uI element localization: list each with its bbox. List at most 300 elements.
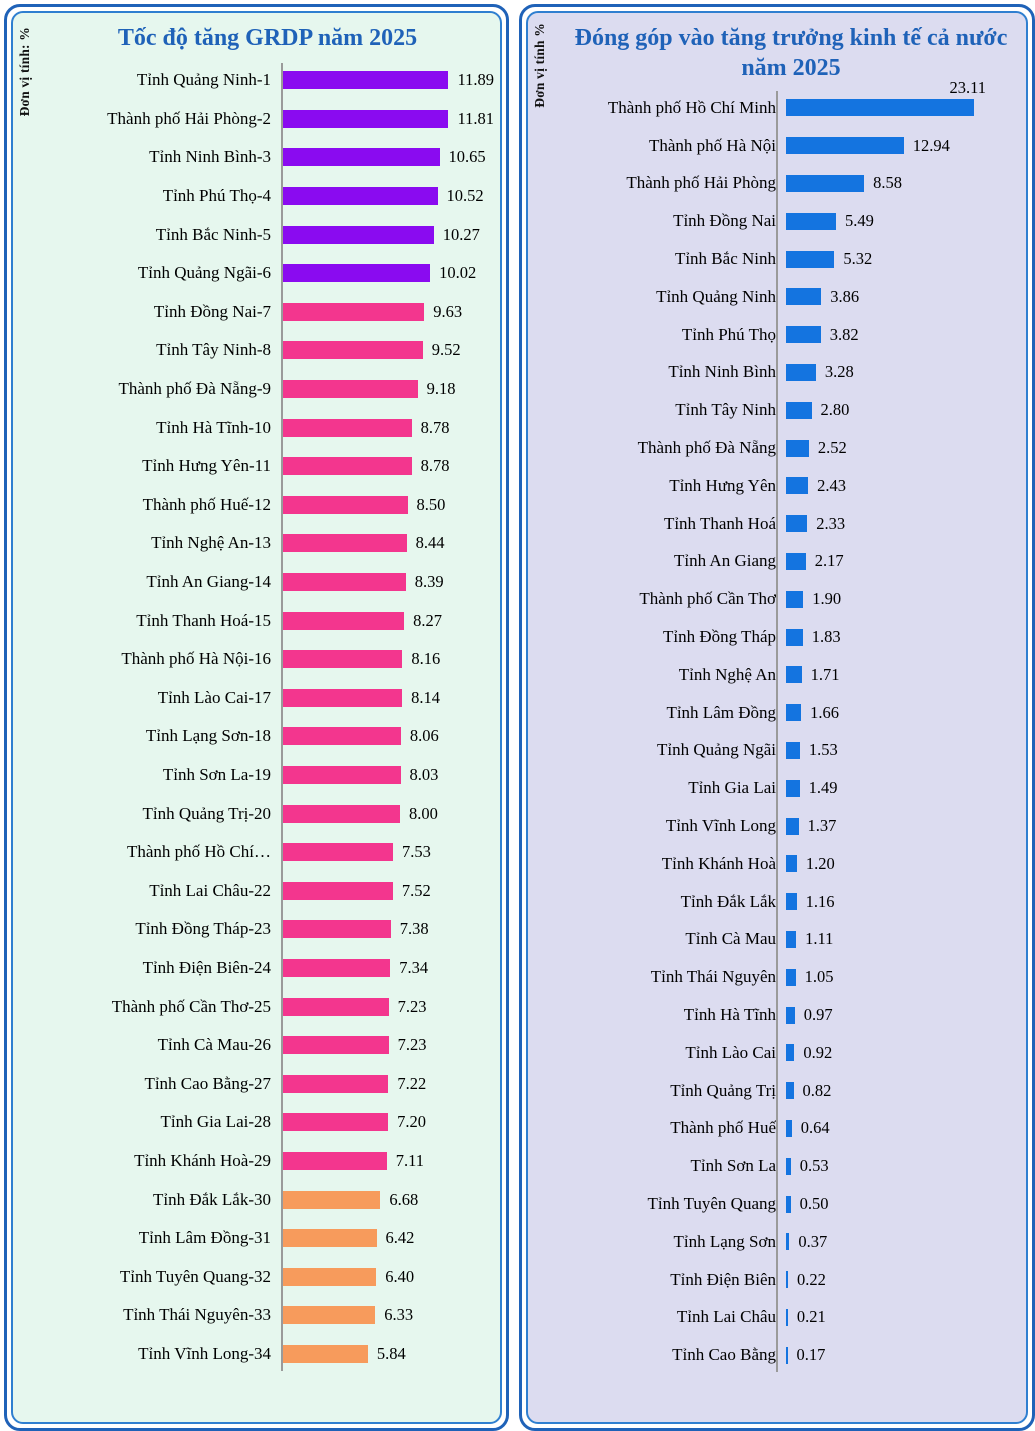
bar-category-label: Tỉnh Đồng Nai-7 (153, 301, 271, 321)
bar-category-label: Thành phố Hồ Chí… (126, 842, 271, 862)
bar-value-label: 0.82 (802, 1080, 832, 1100)
bar-wrapper (786, 1043, 1020, 1063)
chart-bar-row (562, 769, 1020, 807)
bar-category-label: Tỉnh Lai Châu-22 (149, 880, 271, 900)
bar-category-label: Thành phố Đà Nẵng-9 (118, 379, 271, 399)
bar-category-label: Tỉnh Hưng Yên (669, 475, 776, 495)
bar-wrapper (281, 225, 494, 245)
bar-value-label: 12.94 (912, 135, 950, 155)
bar-category-label: Tỉnh Quảng Ngãi-6 (137, 263, 271, 283)
bar-wrapper (786, 967, 1020, 987)
chart-bar-row (43, 408, 494, 447)
bar-category-label: Tỉnh Quảng Ninh (656, 286, 776, 306)
chart-bar-row (562, 1072, 1020, 1110)
bar (281, 226, 434, 244)
bar (786, 402, 812, 419)
bar (281, 1191, 380, 1209)
bar-value-label: 6.33 (384, 1305, 414, 1325)
bar (281, 1306, 375, 1324)
bar (281, 264, 430, 282)
bar-wrapper (786, 854, 1020, 874)
bar (281, 882, 393, 900)
chart-bar-row (562, 618, 1020, 656)
bar-wrapper (786, 740, 1020, 760)
bar (786, 855, 797, 872)
bar-wrapper (786, 136, 1020, 156)
bar-category-label: Tỉnh Ninh Bình (668, 362, 776, 382)
bar-category-label: Tỉnh Cà Mau (685, 929, 776, 949)
bar (281, 110, 448, 128)
bar (786, 969, 796, 986)
bar-wrapper (281, 263, 494, 283)
bar-category-label: Tỉnh Đồng Tháp-23 (135, 919, 271, 939)
bar-value-label: 1.05 (804, 967, 834, 987)
bar-category-label: Tỉnh Bắc Ninh-5 (155, 224, 271, 244)
chart-bar-row (43, 254, 494, 293)
bar-category-label: Tỉnh Cao Bằng-27 (144, 1073, 271, 1093)
chart-bar-row (43, 1296, 494, 1335)
bar-category-label: Tỉnh Điện Biên-24 (142, 957, 271, 977)
bar-wrapper (786, 1081, 1020, 1101)
left-chart-title: Tốc độ tăng GRDP năm 2025 (117, 25, 418, 51)
chart-bar-row (562, 1034, 1020, 1072)
chart-bar-row (562, 1185, 1020, 1223)
bar-wrapper (786, 627, 1020, 647)
chart-bar-row (43, 177, 494, 216)
chart-bar-row (562, 467, 1020, 505)
bar-value-label: 1.37 (807, 816, 837, 836)
chart-bar-row (43, 601, 494, 640)
bar-wrapper (281, 1112, 494, 1132)
bar-wrapper (281, 147, 494, 167)
bar-category-label: Tỉnh Gia Lai-28 (160, 1112, 271, 1132)
bar-category-label: Tỉnh Lạng Sơn (673, 1231, 776, 1251)
bar-wrapper (281, 418, 494, 438)
bar-wrapper (281, 726, 494, 746)
bar (281, 1113, 388, 1131)
bar (281, 419, 412, 437)
bar-value-label: 5.32 (843, 249, 873, 269)
bar (281, 1075, 388, 1093)
bar (281, 1036, 389, 1054)
bar-wrapper (281, 456, 494, 476)
chart-bar-row (562, 278, 1020, 316)
bar-category-label: Tỉnh Quảng Ninh-1 (136, 70, 271, 90)
bar (786, 893, 797, 910)
bar (281, 573, 406, 591)
bar-wrapper (281, 1267, 494, 1287)
bar-value-label: 0.37 (798, 1231, 828, 1251)
chart-bar-row (43, 138, 494, 177)
bar-value-label: 10.02 (439, 263, 477, 283)
chart-bar-row (43, 640, 494, 679)
chart-bar-row (562, 921, 1020, 959)
bar (281, 612, 404, 630)
bar-wrapper (786, 173, 1020, 193)
bar (281, 148, 440, 166)
bar-category-label: Tỉnh Nghệ An (678, 664, 776, 684)
bar-wrapper (281, 340, 494, 360)
bar-value-label: 2.43 (817, 475, 846, 495)
bar (786, 137, 904, 154)
bar-category-label: Thành phố Cần Thơ-25 (111, 996, 271, 1016)
bar-value-label: 1.71 (810, 664, 840, 684)
bar-value-label: 2.17 (814, 551, 844, 571)
bar-value-label: 7.11 (395, 1150, 425, 1170)
bar-value-label: 5.49 (845, 211, 874, 231)
bar-value-label: 11.81 (457, 108, 494, 128)
bar-category-label: Tỉnh Điện Biên (670, 1269, 776, 1289)
bar-wrapper (786, 249, 1020, 269)
bar-value-label: 0.64 (800, 1118, 830, 1138)
bar-wrapper (786, 514, 1020, 534)
bar-category-label: Tỉnh Thái Nguyên (650, 967, 776, 987)
bar-category-label: Tỉnh Quảng Trị (670, 1080, 776, 1100)
bar-category-label: Tỉnh Đồng Tháp (662, 627, 776, 647)
bar (786, 591, 803, 608)
bar (281, 341, 423, 359)
bar (281, 71, 448, 89)
chart-bar-row (562, 807, 1020, 845)
bar-value-label: 1.53 (808, 740, 838, 760)
contribution-chart-panel (519, 4, 1035, 1431)
bar-category-label: Tỉnh Thái Nguyên-33 (123, 1305, 271, 1325)
bar (786, 288, 821, 305)
bar (281, 187, 438, 205)
bar-value-label: 1.49 (808, 778, 838, 798)
chart-bar-row (43, 1219, 494, 1258)
bar-category-label: Thành phố Đà Nẵng (637, 438, 776, 458)
bar (281, 1229, 377, 1247)
chart-bar-row (43, 331, 494, 370)
bar (786, 99, 974, 116)
bar-value-label: 1.66 (810, 702, 839, 722)
bar-wrapper (281, 688, 494, 708)
bar-wrapper (786, 1156, 1020, 1176)
bar-value-label: 9.63 (433, 301, 463, 321)
chart-bar-row (562, 732, 1020, 770)
chart-bar-row (43, 833, 494, 872)
bar (281, 534, 407, 552)
bar (786, 440, 809, 457)
chart-bar-row (562, 883, 1020, 921)
bar-value-label: 0.97 (803, 1005, 833, 1025)
bar-wrapper (786, 362, 1020, 382)
bar-value-label: 7.22 (397, 1073, 427, 1093)
chart-bar-row (562, 694, 1020, 732)
bar-wrapper (786, 778, 1020, 798)
chart-bar-row (43, 871, 494, 910)
bar-value-label: 8.78 (420, 456, 450, 476)
chart-bar-row (43, 1064, 494, 1103)
bar-wrapper (786, 1307, 1020, 1327)
bar (281, 1152, 387, 1170)
chart-bar-row (43, 910, 494, 949)
bar (786, 629, 803, 646)
bar-wrapper (786, 816, 1020, 836)
bar (281, 457, 412, 475)
grdp-growth-chart-inner (11, 11, 502, 1424)
bar-category-label: Tỉnh Lâm Đồng (666, 702, 776, 722)
bar-value-label: 0.17 (796, 1345, 826, 1365)
bar-wrapper (786, 1232, 1020, 1252)
bar-wrapper (786, 892, 1020, 912)
bar-wrapper (281, 1228, 494, 1248)
bar-value-label: 3.82 (829, 324, 859, 344)
bar-category-label: Thành phố Hà Nội-16 (121, 649, 271, 669)
bar-category-label: Thành phố Huế-12 (142, 494, 271, 514)
chart-bar-row (562, 202, 1020, 240)
bar-category-label: Tỉnh Lạng Sơn-18 (145, 726, 271, 746)
bar-value-label: 6.68 (389, 1189, 419, 1209)
bar-wrapper (786, 77, 1020, 118)
chart-bar-row (562, 316, 1020, 354)
left-unit-label: Đơn vị tính: % (17, 27, 32, 117)
bar-value-label: 1.16 (805, 891, 835, 911)
bar-value-label: 7.52 (401, 880, 431, 900)
bar-wrapper (281, 881, 494, 901)
bar-wrapper (786, 1345, 1020, 1365)
bar-wrapper (281, 533, 494, 553)
bar (786, 931, 796, 948)
bar-wrapper (281, 1190, 494, 1210)
bar-value-label: 8.14 (411, 687, 440, 707)
bar (786, 666, 802, 683)
bar (281, 1345, 368, 1363)
bar-value-label: 2.80 (820, 400, 850, 420)
bar-category-label: Thành phố Hải Phòng-2 (107, 108, 271, 128)
bar (786, 213, 836, 230)
bar (786, 1007, 795, 1024)
bar-category-label: Tỉnh Hà Tĩnh (683, 1005, 776, 1025)
bar-value-label: 9.18 (426, 379, 456, 399)
bar-category-label: Tỉnh An Giang-14 (146, 572, 271, 592)
bar (281, 766, 401, 784)
bar-category-label: Tỉnh Đồng Nai (673, 211, 776, 231)
bar (281, 496, 408, 514)
left-axis-line (281, 63, 283, 1371)
bar-category-label: Tỉnh Lào Cai (685, 1042, 776, 1062)
chart-bar-row (562, 240, 1020, 278)
bar-value-label: 1.11 (805, 929, 834, 949)
chart-bar-row (562, 127, 1020, 165)
bar (281, 959, 390, 977)
bar-category-label: Tỉnh Đắk Lắk-30 (152, 1189, 271, 1209)
bar (786, 780, 800, 797)
chart-bar-row (562, 505, 1020, 543)
bar-value-label: 0.21 (796, 1307, 826, 1327)
bar-category-label: Tỉnh Lào Cai-17 (157, 687, 271, 707)
bar-wrapper (281, 919, 494, 939)
chart-bar-row (43, 563, 494, 602)
chart-bar-row (562, 1261, 1020, 1299)
bar-value-label: 5.84 (376, 1343, 406, 1363)
chart-bar-row (562, 429, 1020, 467)
left-chart-rows (13, 61, 500, 1373)
bar-wrapper (281, 842, 494, 862)
bar-wrapper (281, 572, 494, 592)
bar-wrapper (281, 1035, 494, 1055)
bar-wrapper (786, 438, 1020, 458)
bar-value-label: 0.22 (797, 1269, 826, 1289)
chart-bar-row (562, 391, 1020, 429)
bar-value-label: 7.23 (397, 996, 427, 1016)
bar-category-label: Tỉnh Cà Mau-26 (157, 1035, 271, 1055)
bar-value-label: 23.11 (949, 77, 986, 97)
chart-bar-row (43, 1180, 494, 1219)
bar-category-label: Tỉnh Lai Châu (676, 1307, 776, 1327)
bar-wrapper (786, 703, 1020, 723)
bar (786, 704, 801, 721)
bar-wrapper (281, 804, 494, 824)
bar-value-label: 7.38 (399, 919, 429, 939)
bar-category-label: Tỉnh Tuyên Quang (647, 1194, 776, 1213)
bar-wrapper (786, 325, 1020, 345)
bar-category-label: Tỉnh Sơn La-19 (162, 764, 271, 784)
bar (786, 364, 816, 381)
bar-wrapper (281, 109, 494, 129)
bar-wrapper (786, 1194, 1020, 1214)
chart-bar-row (43, 794, 494, 833)
bar-wrapper (786, 1118, 1020, 1138)
bar (281, 727, 401, 745)
chart-bar-row (43, 215, 494, 254)
right-chart-title: Đóng góp vào tăng trưởng kinh tế cả nước năm 2025 (574, 25, 1008, 81)
bar-category-label: Tỉnh Quảng Ngãi (657, 740, 776, 760)
chart-bar-row (43, 524, 494, 563)
bar (786, 326, 821, 343)
bar-wrapper (281, 765, 494, 785)
right-axis-line (776, 91, 778, 1372)
bar-wrapper (281, 495, 494, 515)
bar-category-label: Thành phố Hồ Chí Minh (607, 97, 776, 117)
chart-bar-row (562, 1299, 1020, 1337)
bar-category-label: Tỉnh Khánh Hoà (661, 853, 776, 873)
bar-wrapper (281, 958, 494, 978)
bar-value-label: 1.20 (805, 853, 835, 873)
bar-wrapper (786, 1270, 1020, 1290)
bar-category-label: Tỉnh Ninh Bình-3 (149, 147, 271, 167)
bar-value-label: 6.42 (385, 1228, 415, 1248)
bar-value-label: 7.34 (399, 957, 429, 977)
bar-category-label: Tỉnh Tây Ninh-8 (156, 340, 271, 360)
chart-bar-row (562, 354, 1020, 392)
bar-value-label: 10.52 (446, 186, 484, 206)
contribution-chart-inner (526, 11, 1028, 1424)
bar (281, 843, 393, 861)
chart-bar-row (43, 987, 494, 1026)
bar-category-label: Tỉnh Phú Thọ (681, 324, 776, 344)
bar-value-label: 11.89 (457, 70, 494, 90)
chart-bar-row (43, 370, 494, 409)
bar-wrapper (786, 476, 1020, 496)
bar-value-label: 8.44 (415, 533, 445, 553)
chart-bar-row (43, 717, 494, 756)
bar-value-label: 0.50 (799, 1194, 829, 1213)
bar-wrapper (281, 1344, 494, 1364)
right-unit-label: Đơn vị tính % (532, 23, 547, 108)
bar-wrapper (281, 649, 494, 669)
bar (281, 380, 418, 398)
grdp-growth-chart-panel (4, 4, 509, 1431)
chart-bar-row (43, 1257, 494, 1296)
bar-value-label: 8.58 (873, 173, 902, 193)
bar-category-label: Tỉnh Nghệ An-13 (151, 533, 271, 553)
bar-wrapper (786, 287, 1020, 307)
bar (281, 998, 389, 1016)
bar-category-label: Tỉnh Khánh Hoà-29 (134, 1150, 271, 1170)
bar-category-label: Tỉnh Vĩnh Long-34 (138, 1343, 271, 1363)
bar (786, 818, 799, 835)
chart-bar-row (562, 1110, 1020, 1148)
bar (281, 650, 402, 668)
bar-value-label: 8.06 (409, 726, 439, 746)
chart-bar-row (43, 447, 494, 486)
bar-value-label: 8.50 (416, 494, 446, 514)
bar-wrapper (281, 997, 494, 1017)
bar-category-label: Tỉnh Tây Ninh (675, 400, 776, 420)
bar-value-label: 10.65 (448, 147, 486, 167)
bar (281, 1268, 376, 1286)
chart-bar-row (562, 580, 1020, 618)
bar (786, 1044, 794, 1061)
bar-category-label: Tỉnh Bắc Ninh (674, 249, 776, 269)
bar-wrapper (786, 665, 1020, 685)
chart-bar-row (43, 486, 494, 525)
bar-wrapper (281, 379, 494, 399)
chart-bar-row (43, 1026, 494, 1065)
bar (786, 477, 808, 494)
bar-value-label: 8.27 (413, 610, 442, 630)
bar-value-label: 8.00 (409, 803, 438, 823)
bar-category-label: Tỉnh Thanh Hoá-15 (136, 610, 271, 630)
bar (281, 303, 424, 321)
bar-wrapper (786, 1005, 1020, 1025)
chart-bar-row (43, 61, 494, 100)
bar-category-label: Tỉnh An Giang (674, 551, 776, 571)
bar-category-label: Tỉnh Vĩnh Long (665, 816, 776, 836)
chart-bar-row (562, 996, 1020, 1034)
bar-value-label: 8.78 (420, 417, 450, 437)
bar-category-label: Tỉnh Hà Tĩnh-10 (156, 417, 271, 437)
bar-value-label: 8.03 (409, 764, 439, 784)
bar (786, 251, 834, 268)
bar-category-label: Tỉnh Quảng Trị-20 (142, 803, 271, 823)
bar-wrapper (786, 211, 1020, 231)
bar-value-label: 7.23 (397, 1035, 427, 1055)
bar (786, 175, 864, 192)
chart-bar-row (43, 756, 494, 795)
bar-value-label: 8.39 (414, 572, 444, 592)
chart-bar-row (43, 679, 494, 718)
chart-bar-row (562, 656, 1020, 694)
bar-category-label: Tỉnh Thanh Hoá (663, 513, 776, 533)
chart-bar-row (43, 1142, 494, 1181)
bar-category-label: Tỉnh Tuyên Quang-32 (119, 1266, 271, 1286)
bar (281, 689, 402, 707)
chart-bar-row (562, 1336, 1020, 1374)
chart-bar-row (562, 165, 1020, 203)
chart-bar-row (43, 1103, 494, 1142)
bar-category-label: Tỉnh Hưng Yên-11 (142, 456, 271, 476)
bar (786, 742, 800, 759)
bar-wrapper (281, 302, 494, 322)
bar-category-label: Thành phố Hải Phòng (626, 173, 776, 193)
bar-wrapper (281, 611, 494, 631)
bar (281, 805, 400, 823)
bar-value-label: 2.52 (817, 438, 847, 458)
bar-wrapper (281, 1074, 494, 1094)
